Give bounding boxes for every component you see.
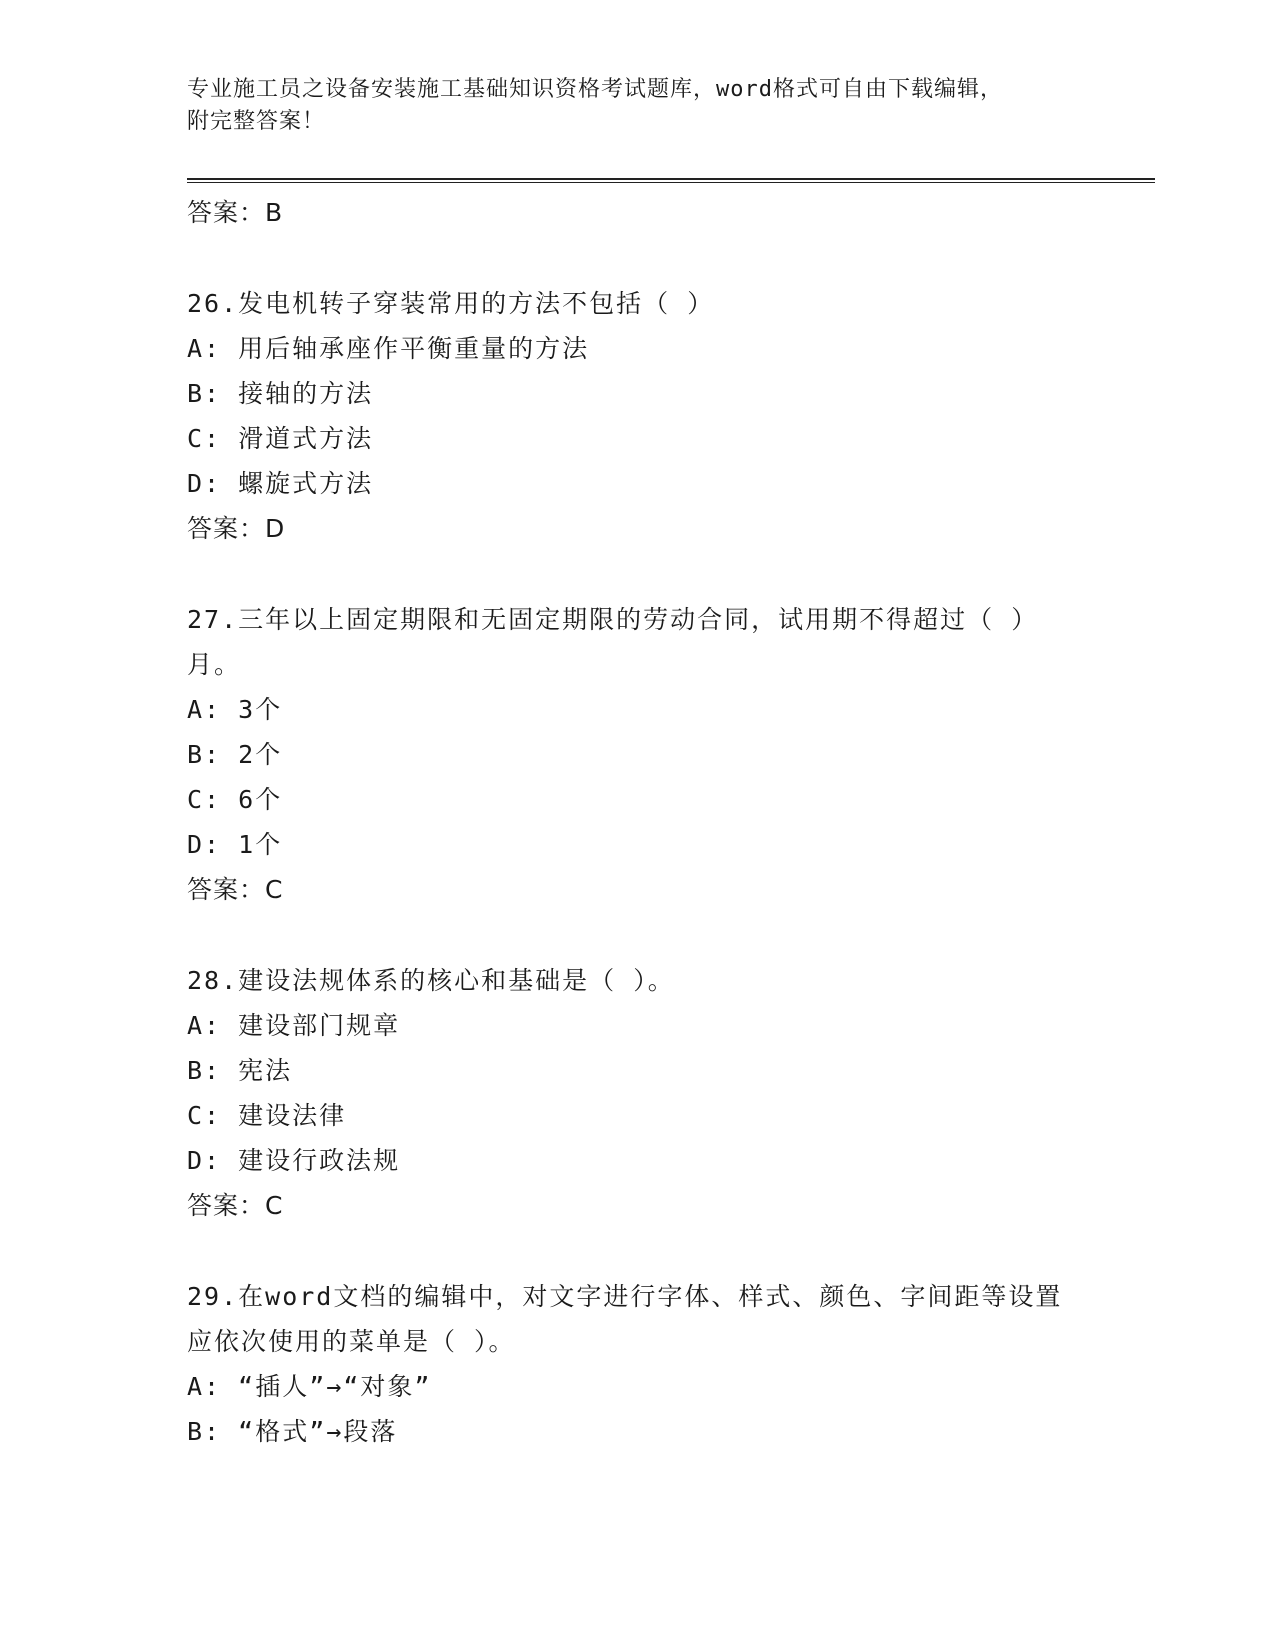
- option-letter: C:: [187, 424, 222, 453]
- option-letter: B:: [187, 1417, 222, 1446]
- question-stem: [187, 281, 1087, 326]
- answer-line: [187, 190, 1087, 235]
- option-c: [187, 1093, 1087, 1138]
- question-number: 29.: [187, 1282, 239, 1311]
- option-d: [187, 461, 1087, 506]
- option-letter: A:: [187, 1372, 222, 1401]
- option-letter: C:: [187, 785, 222, 814]
- question-block: [187, 958, 1087, 1228]
- question-stem: [187, 597, 1087, 687]
- option-text: 用后轴承座作平衡重量的方法: [238, 334, 590, 363]
- option-a: [187, 326, 1087, 371]
- answer-line: [187, 867, 1087, 912]
- option-text: 6个: [238, 785, 283, 814]
- option-text: 宪法: [238, 1056, 293, 1085]
- option-a: [187, 687, 1087, 732]
- option-a: [187, 1364, 1087, 1409]
- question-text: 建设法规体系的核心和基础是（ ）。: [238, 966, 675, 995]
- option-text: 建设部门规章: [238, 1011, 401, 1040]
- header-line-2: 附完整答案！: [187, 109, 326, 134]
- option-letter: D:: [187, 469, 222, 498]
- answer-label: 答案：: [187, 875, 266, 904]
- option-text: 滑道式方法: [238, 424, 374, 453]
- answer-value: B: [265, 198, 284, 227]
- option-letter: B:: [187, 379, 222, 408]
- option-letter: A:: [187, 1011, 222, 1040]
- question-stem: [187, 958, 1087, 1003]
- question-number: 28.: [187, 966, 239, 995]
- option-text: 螺旋式方法: [238, 469, 374, 498]
- answer-value: C: [265, 1191, 284, 1220]
- option-b: [187, 1048, 1087, 1093]
- option-d: [187, 1138, 1087, 1183]
- answer-label: 答案：: [187, 514, 266, 543]
- option-c: [187, 416, 1087, 461]
- option-b: [187, 1409, 1087, 1454]
- option-letter: B:: [187, 740, 222, 769]
- header-divider: [187, 178, 1155, 183]
- option-letter: D:: [187, 1146, 222, 1175]
- option-text: 接轴的方法: [238, 379, 374, 408]
- question-text: 发电机转子穿装常用的方法不包括（ ）: [238, 289, 715, 318]
- question-text: 在word文档的编辑中，对文字进行字体、样式、颜色、字间距等设置应依次使用的菜单是（ ）。: [187, 1282, 1063, 1356]
- question-block: [187, 597, 1087, 912]
- header-line-1: 专业施工员之设备安装施工基础知识资格考试题库，word格式可自由下载编辑，: [187, 77, 1003, 102]
- option-d: [187, 822, 1087, 867]
- option-b: [187, 732, 1087, 777]
- option-text: 2个: [238, 740, 283, 769]
- option-b: [187, 371, 1087, 416]
- answer-label: 答案：: [187, 1191, 266, 1220]
- answer-line: [187, 1183, 1087, 1228]
- option-letter: C:: [187, 1101, 222, 1130]
- answer-line: [187, 506, 1087, 551]
- option-letter: A:: [187, 334, 222, 363]
- question-stem: [187, 1274, 1087, 1364]
- option-text: 1个: [238, 830, 283, 859]
- option-text: “插人”→“对象”: [238, 1372, 432, 1401]
- question-text: 三年以上固定期限和无固定期限的劳动合同，试用期不得超过（ ）月。: [187, 605, 1039, 679]
- question-number: 26.: [187, 289, 239, 318]
- option-letter: D:: [187, 830, 222, 859]
- question-list: [187, 190, 1087, 1454]
- option-letter: B:: [187, 1056, 222, 1085]
- document-header: [187, 74, 1067, 138]
- answer-value: D: [265, 514, 286, 543]
- option-c: [187, 777, 1087, 822]
- question-block: [187, 281, 1087, 551]
- question-number: 27.: [187, 605, 239, 634]
- answer-label: 答案：: [187, 198, 266, 227]
- option-text: 建设行政法规: [238, 1146, 401, 1175]
- answer-value: C: [265, 875, 284, 904]
- question-block: [187, 1274, 1087, 1454]
- option-text: 3个: [238, 695, 283, 724]
- option-text: 建设法律: [238, 1101, 347, 1130]
- option-a: [187, 1003, 1087, 1048]
- option-text: “格式”→段落: [238, 1417, 398, 1446]
- option-letter: A:: [187, 695, 222, 724]
